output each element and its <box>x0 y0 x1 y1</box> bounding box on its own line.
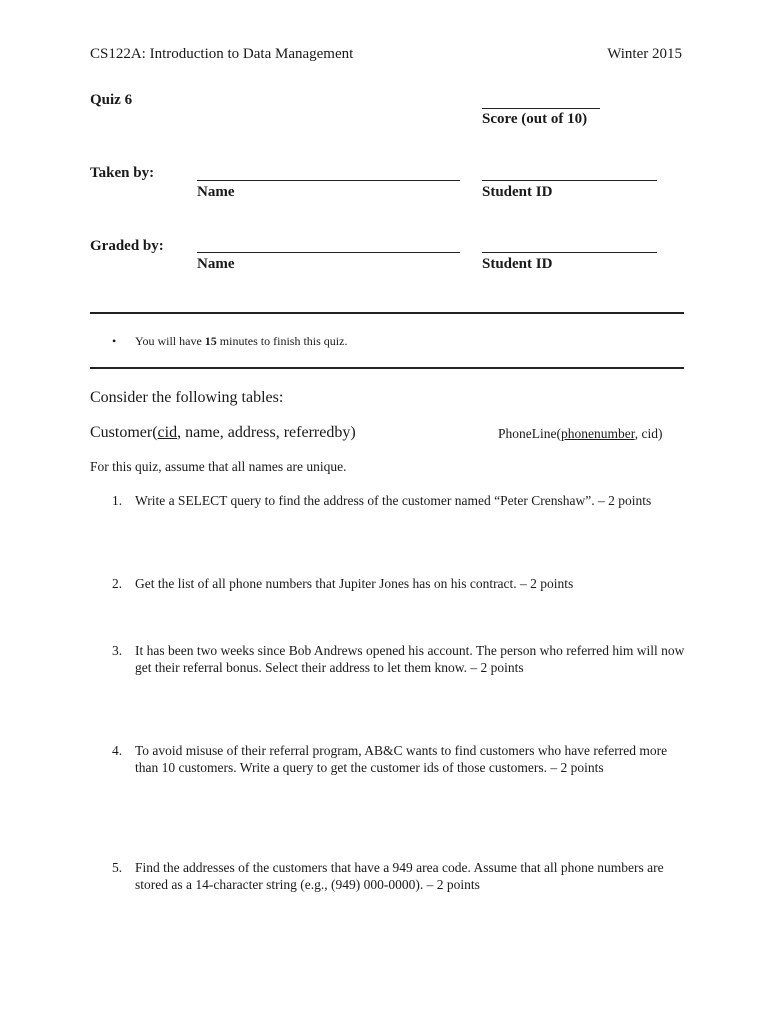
question-number: 4. <box>112 743 123 758</box>
quiz-title: Quiz 6 <box>90 92 133 108</box>
question-text: It has been two weeks since Bob Andrews opened his account. The person who referred him will now get their referral bonus. Select their address to let them know. – 2 points <box>135 643 685 675</box>
top-divider <box>90 312 684 314</box>
customer-key: cid <box>157 424 178 441</box>
tables-intro: Consider the following tables: <box>90 389 284 406</box>
score-blank-line <box>482 108 600 109</box>
question-number: 3. <box>112 643 123 658</box>
course-title: CS122A: Introduction to Data Management <box>90 46 354 62</box>
graded-by-name-line <box>197 252 460 253</box>
taken-by-name-label: Name <box>197 184 235 200</box>
question-text: Write a SELECT query to find the address of the customer named “Peter Crenshaw”. – 2 points <box>135 493 652 508</box>
graded-by-id-line <box>482 252 657 253</box>
question-number: 2. <box>112 576 123 591</box>
instruction-bullet: • <box>112 334 117 348</box>
term-label: Winter 2015 <box>607 46 682 62</box>
instruction-text: You will have 15 minutes to finish this quiz. <box>135 334 348 348</box>
question-text: To avoid misuse of their referral program, AB&C wants to find customers who have referred more than 10 customers. Write a query to get the customer ids of those customers. – 2 points <box>135 743 668 775</box>
taken-by-name-line <box>197 180 460 181</box>
phoneline-table-schema: PhoneLine(phonenumber, cid) <box>498 426 663 441</box>
taken-by-id-label: Student ID <box>482 184 553 200</box>
phoneline-key: phonenumber <box>561 426 635 441</box>
customer-table-schema: Customer(cid, name, address, referredby) <box>90 424 356 441</box>
question-number: 1. <box>112 493 123 508</box>
graded-by-label: Graded by: <box>90 238 164 254</box>
graded-by-id-label: Student ID <box>482 256 553 272</box>
graded-by-name-label: Name <box>197 256 235 272</box>
assumption-text: For this quiz, assume that all names are unique. <box>90 459 347 474</box>
question-text: Get the list of all phone numbers that Jupiter Jones has on his contract. – 2 points <box>135 576 574 591</box>
taken-by-label: Taken by: <box>90 165 155 181</box>
score-label: Score (out of 10) <box>482 111 588 127</box>
instruction-minutes: 15 <box>204 334 217 348</box>
bottom-divider <box>90 367 684 369</box>
question-text: Find the addresses of the customers that have a 949 area code. Assume that all phone numbers are stored as a 14-character string (e.g., (949) 000-0000). – 2 points <box>135 860 664 892</box>
question-number: 5. <box>112 860 123 875</box>
taken-by-id-line <box>482 180 657 181</box>
